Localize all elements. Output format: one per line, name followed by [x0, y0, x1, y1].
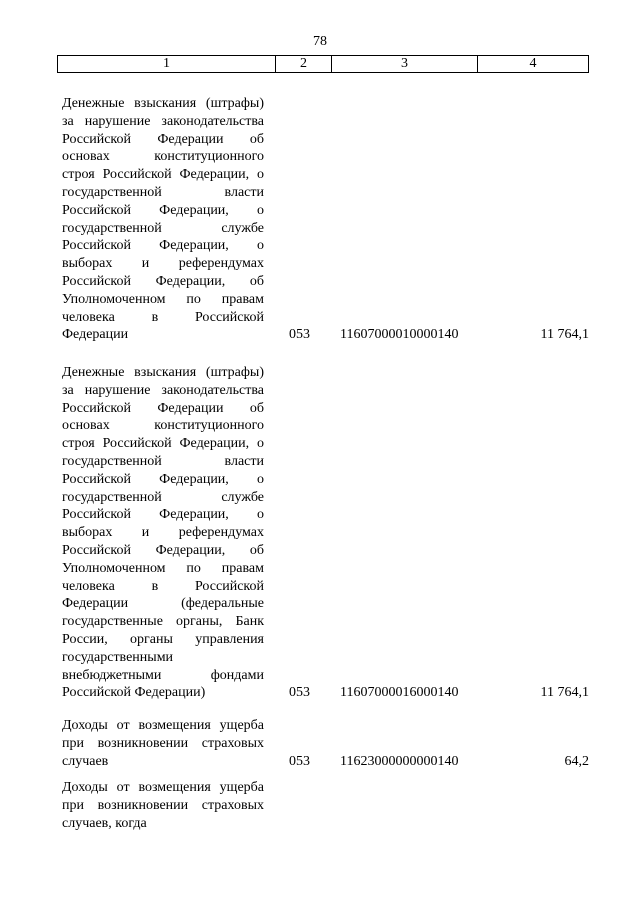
description-line: государственной службе	[62, 489, 264, 505]
description-line: человека в Российской	[62, 309, 264, 325]
description-line: Денежные взыскания (штрафы)	[62, 96, 264, 111]
description-line: основах конституционного	[62, 418, 264, 434]
description-line: Уполномоченном по правам	[62, 560, 264, 576]
description-line: Денежные взыскания (штрафы)	[62, 365, 264, 380]
header-col-4: 4	[529, 56, 537, 71]
admin-code: 053	[289, 327, 310, 343]
description-line: Российской Федерации об	[62, 400, 264, 416]
description-line: строя Российской Федерации, о	[62, 436, 264, 452]
header-col-1: 1	[58, 56, 276, 72]
amount: 11 764,1	[540, 685, 589, 701]
description-line: при возникновении страховых	[62, 797, 264, 813]
description-line: Федерации	[62, 327, 129, 343]
description-line: внебюджетными фондами	[62, 667, 264, 683]
amount: 64,2	[564, 753, 589, 769]
row-description	[62, 779, 264, 832]
description-line: государственной власти	[62, 184, 264, 200]
page-number: 78	[313, 34, 327, 49]
description-line: Российской Федерации об	[62, 131, 264, 147]
description-line: государственной службе	[62, 220, 264, 236]
amount: 11 764,1	[540, 327, 589, 343]
description-line: Российской Федерации, о	[62, 507, 264, 523]
description-line: России, органы управления	[62, 631, 264, 647]
description-line: основах конституционного	[62, 149, 264, 165]
description-line: выборах и референдумах	[62, 525, 264, 541]
description-line: случаев	[62, 753, 109, 769]
admin-code: 053	[289, 753, 310, 769]
description-line: строя Российской Федерации, о	[62, 167, 264, 183]
description-line: случаев, когда	[62, 815, 147, 831]
description-line: государственные органы, Банк	[62, 614, 264, 630]
description-line: Российской Федерации, об	[62, 542, 264, 558]
header-col-2: 2	[276, 56, 332, 72]
description-line: Доходы от возмещения ущерба	[62, 780, 264, 795]
table-header	[57, 55, 589, 73]
row-description	[62, 95, 264, 344]
description-line: за нарушение законодательства	[62, 382, 264, 398]
description-line: государственными	[62, 649, 174, 665]
header-col-3: 3	[332, 56, 478, 72]
budget-code: 11607000010000140	[340, 327, 459, 343]
description-line: Российской Федерации, о	[62, 471, 264, 487]
description-line: Доходы от возмещения ущерба	[62, 718, 264, 733]
admin-code: 053	[289, 685, 310, 701]
description-line: человека в Российской	[62, 578, 264, 594]
description-line: государственной власти	[62, 453, 264, 469]
description-line: Федерации (федеральные	[62, 596, 264, 612]
description-line: Уполномоченном по правам	[62, 291, 264, 307]
description-line: выборах и референдумах	[62, 256, 264, 272]
description-line: Российской Федерации)	[62, 685, 206, 701]
budget-code: 11607000016000140	[340, 685, 459, 701]
row-description	[62, 364, 264, 702]
row-description	[62, 717, 264, 770]
description-line: Российской Федерации, о	[62, 238, 264, 254]
budget-code: 11623000000000140	[340, 753, 459, 769]
description-line: Российской Федерации, о	[62, 202, 264, 218]
description-line: Российской Федерации, об	[62, 273, 264, 289]
description-line: при возникновении страховых	[62, 735, 264, 751]
description-line: за нарушение законодательства	[62, 113, 264, 129]
